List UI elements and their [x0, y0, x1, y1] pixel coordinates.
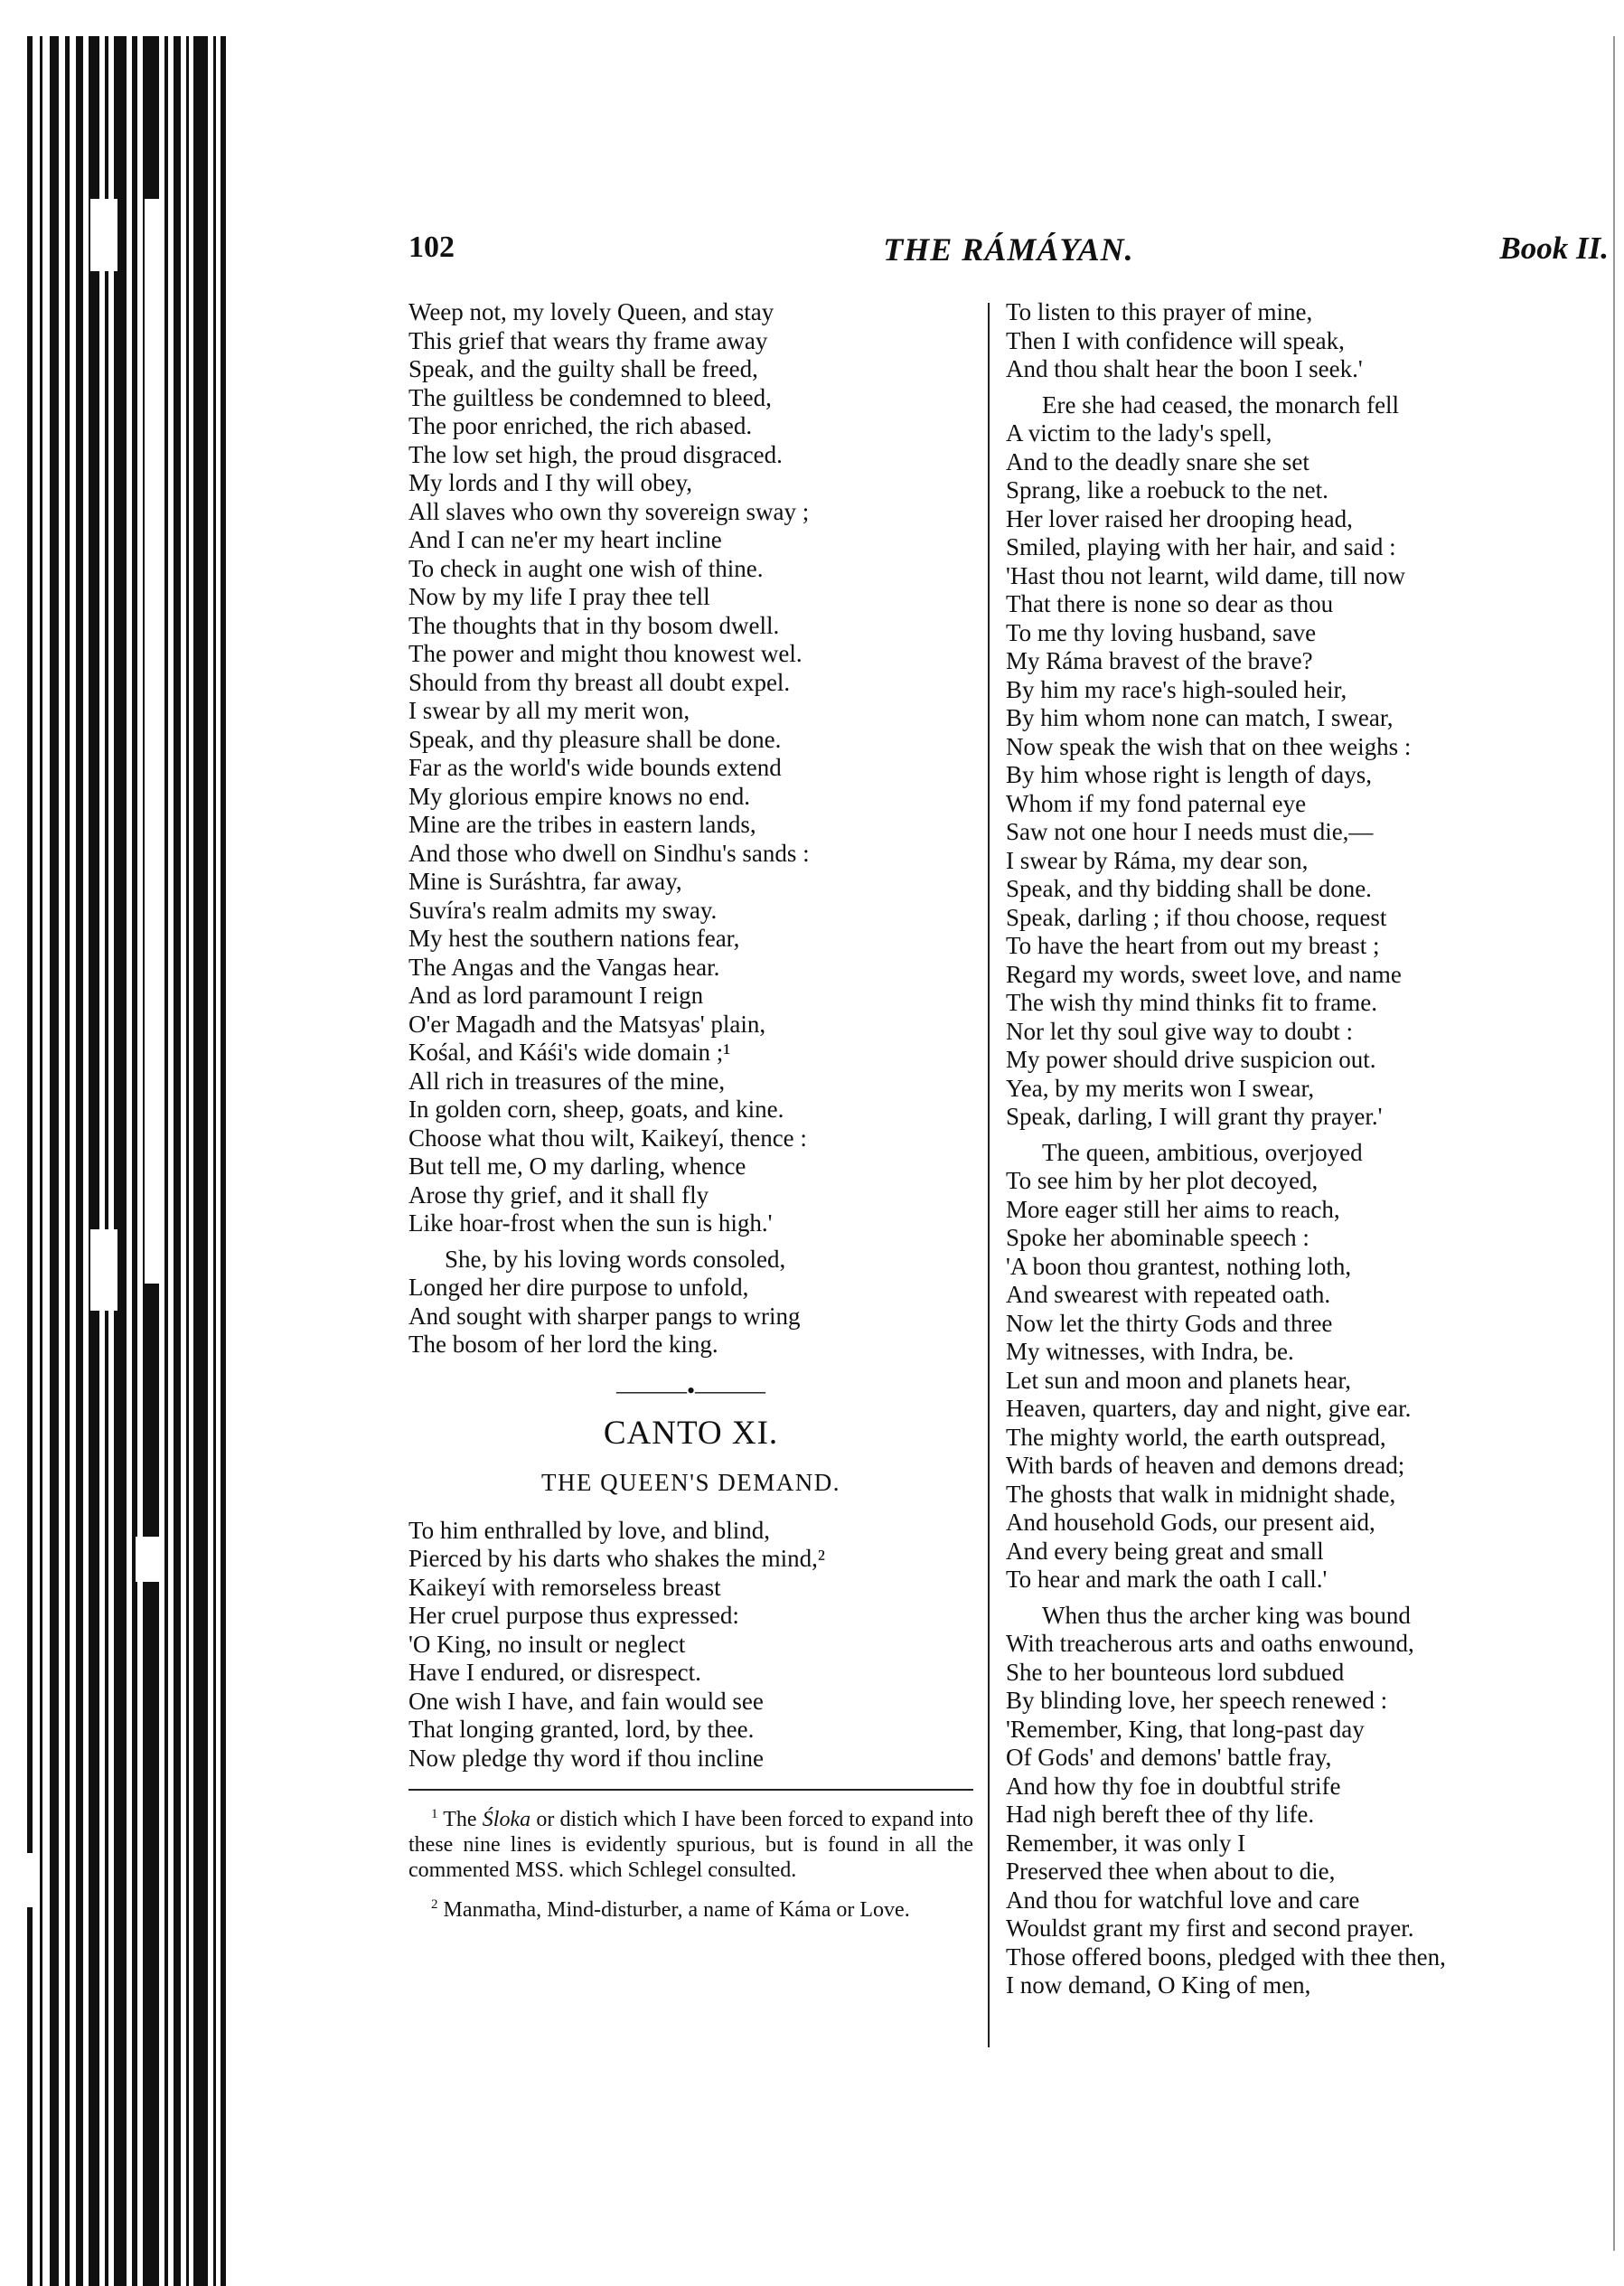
- verse-line: To have the heart from out my breast ;: [1006, 932, 1380, 959]
- verse-line: 'A boon thou grantest, nothing loth,: [1006, 1252, 1352, 1280]
- verse-line: Spoke her abominable speech :: [1006, 1224, 1310, 1251]
- verse-line: Had nigh bereft thee of thy life.: [1006, 1801, 1315, 1828]
- page-number: 102: [408, 230, 455, 264]
- book-label: Book II.: [1499, 230, 1609, 266]
- stanza: [1006, 1139, 1613, 1595]
- stanza: [1006, 298, 1613, 384]
- right-column: [1006, 298, 1613, 2008]
- verse-line: 'Remember, King, that long-past day: [1006, 1715, 1365, 1743]
- verse-line: Those offered boons, pledged with thee then,: [1006, 1943, 1446, 1971]
- verse-line: The wish thy mind thinks fit to frame.: [1006, 989, 1377, 1016]
- verse-line: When thus the archer king was bound: [1042, 1601, 1411, 1629]
- verse-line: Weep not, my lovely Queen, and stay: [408, 298, 774, 325]
- verse-line: Suvíra's realm admits my sway.: [408, 896, 718, 924]
- verse-line: The mighty world, the earth outspread,: [1006, 1423, 1386, 1451]
- verse-line: The Angas and the Vangas hear.: [408, 953, 720, 981]
- verse-line: Whom if my fond paternal eye: [1006, 789, 1307, 817]
- verse-line: And I can ne'er my heart incline: [408, 526, 722, 553]
- verse-line: Mine are the tribes in eastern lands,: [408, 811, 756, 838]
- verse-line: Now speak the wish that on thee weighs :: [1006, 732, 1412, 760]
- verse-line: The guiltless be condemned to bleed,: [408, 383, 772, 411]
- verse-line: To him enthralled by love, and blind,: [408, 1516, 771, 1544]
- verse-line: Now let the thirty Gods and three: [1006, 1309, 1333, 1337]
- verse-line: I swear by Ráma, my dear son,: [1006, 846, 1309, 874]
- canto-heading: CANTO XI.: [603, 1414, 779, 1452]
- verse-line: All rich in treasures of the mine,: [408, 1067, 726, 1095]
- verse-line: Saw not one hour I needs must die,—: [1006, 818, 1374, 845]
- verse-line: All slaves who own thy sovereign sway ;: [408, 497, 810, 525]
- stanza: [408, 1246, 973, 1359]
- verse-line: The power and might thou knowest wel.: [408, 640, 803, 667]
- verse-line: Now by my life I pray thee tell: [408, 583, 710, 610]
- verse-line: By him whom none can match, I swear,: [1006, 704, 1394, 731]
- verse-line: By him whose right is length of days,: [1006, 761, 1372, 788]
- verse-line: And every being great and small: [1006, 1537, 1324, 1565]
- running-header: [408, 230, 1609, 285]
- verse-line: One wish I have, and fain would see: [408, 1687, 764, 1715]
- verse-line: That there is none so dear as thou: [1006, 590, 1334, 617]
- verse-line: Kośal, and Káśi's wide domain ;¹: [408, 1039, 731, 1066]
- verse-line: By him my race's high-souled heir,: [1006, 675, 1347, 703]
- verse-line: Her lover raised her drooping head,: [1006, 504, 1353, 532]
- verse-line: Far as the world's wide bounds extend: [408, 754, 782, 781]
- verse-line: Preserved thee when about to die,: [1006, 1858, 1336, 1885]
- verse-line: Ere she had ceased, the monarch fell: [1042, 390, 1400, 419]
- footnotes: [408, 1802, 973, 1923]
- verse-line: And swearest with repeated oath.: [1006, 1281, 1331, 1308]
- verse-line: Then I with confidence will speak,: [1006, 326, 1345, 354]
- verse-line: And thou for watchful love and care: [1006, 1886, 1360, 1914]
- verse-line: And household Gods, our present aid,: [1006, 1509, 1375, 1536]
- column-divider: [988, 303, 990, 2047]
- section-ornament: ———•———: [615, 1377, 766, 1404]
- verse-line: The thoughts that in thy bosom dwell.: [408, 611, 780, 639]
- footnote-mark: 1: [431, 1807, 438, 1821]
- verse-line: She to her bounteous lord subdued: [1006, 1658, 1345, 1686]
- verse-line: To see him by her plot decoyed,: [1006, 1167, 1319, 1194]
- verse-line: Her cruel purpose thus expressed:: [408, 1602, 739, 1629]
- verse-line: Of Gods' and demons' battle fray,: [1006, 1744, 1332, 1771]
- verse-line: My Ráma bravest of the brave?: [1006, 647, 1313, 674]
- verse-line: Mine is Suráshtra, far away,: [408, 868, 682, 895]
- stanza: [1006, 391, 1613, 1132]
- verse-line: Wouldst grant my first and second prayer.: [1006, 1914, 1414, 1942]
- verse-line: With treacherous arts and oaths enwound,: [1006, 1630, 1414, 1657]
- footnote-text: or distich which I have been forced to expand into these nine lines is evidently spurious, but is found in all the commented MSS. which Schlegel consulted.: [408, 1808, 973, 1882]
- left-column: [408, 298, 973, 1932]
- verse-line: The low set high, the proud disgraced.: [408, 440, 783, 468]
- verse-line: With bards of heaven and demons dread;: [1006, 1452, 1405, 1479]
- footnote-emphasis: Śloka: [482, 1808, 531, 1831]
- verse-line: Like hoar-frost when the sun is high.': [408, 1209, 773, 1237]
- verse-line: My glorious empire knows no end.: [408, 782, 750, 810]
- verse-line: Pierced by his darts who shakes the mind,²: [408, 1545, 826, 1572]
- book-binding-edge: [0, 0, 244, 2286]
- verse-line: And as lord paramount I reign: [408, 982, 704, 1009]
- verse-line: And how thy foe in doubtful strife: [1006, 1772, 1341, 1800]
- verse-line: Have I endured, or disrespect.: [408, 1659, 701, 1686]
- footnote-text: Manmatha, Mind-disturber, a name of Káma or Love.: [437, 1898, 910, 1922]
- verse-line: More eager still her aims to reach,: [1006, 1195, 1340, 1223]
- page-edge-rule: [1613, 36, 1615, 2251]
- verse-line: By blinding love, her speech renewed :: [1006, 1687, 1388, 1714]
- verse-line: And thou shalt hear the boon I seek.': [1006, 355, 1363, 382]
- verse-line: Speak, and thy bidding shall be done.: [1006, 875, 1372, 902]
- verse-line: Sprang, like a roebuck to the net.: [1006, 476, 1328, 503]
- stanza: [408, 298, 973, 1238]
- verse-line: 'O King, no insult or neglect: [408, 1630, 686, 1658]
- verse-line: Speak, and thy pleasure shall be done.: [408, 725, 782, 753]
- footnote-rule: [408, 1789, 973, 1791]
- book-title: THE RÁMÁYAN.: [883, 231, 1134, 268]
- verse-line: Regard my words, sweet love, and name: [1006, 960, 1402, 988]
- verse-line: Yea, by my merits won I swear,: [1006, 1074, 1315, 1102]
- verse-line: A victim to the lady's spell,: [1006, 419, 1272, 447]
- verse-line: Longed her dire purpose to unfold,: [408, 1274, 749, 1301]
- verse-line: My lords and I thy will obey,: [408, 469, 692, 496]
- verse-line: But tell me, O my darling, whence: [408, 1152, 746, 1180]
- verse-line: O'er Magadh and the Matsyas' plain,: [408, 1010, 766, 1038]
- verse-line: To check in aught one wish of thine.: [408, 554, 764, 582]
- verse-line: Now pledge thy word if thou incline: [408, 1744, 764, 1772]
- verse-line: I now demand, O King of men,: [1006, 1971, 1311, 1999]
- verse-line: Heaven, quarters, day and night, give ear.: [1006, 1395, 1412, 1422]
- verse-line: Kaikeyí with remorseless breast: [408, 1573, 721, 1601]
- verse-line: Nor let thy soul give way to doubt :: [1006, 1017, 1353, 1045]
- verse-line: My hest the southern nations fear,: [408, 925, 740, 952]
- verse-line: Speak, darling ; if thou choose, request: [1006, 903, 1387, 931]
- verse-line: Speak, and the guilty shall be freed,: [408, 355, 758, 382]
- canto-verse: [408, 1517, 973, 1773]
- verse-line: That longing granted, lord, by thee.: [408, 1716, 755, 1743]
- verse-line: In golden corn, sheep, goats, and kine.: [408, 1096, 784, 1123]
- verse-line: And to the deadly snare she set: [1006, 447, 1310, 475]
- footnote-mark: 2: [431, 1897, 438, 1912]
- footnote: [408, 1802, 973, 1883]
- verse-line: 'Hast thou not learnt, wild dame, till now: [1006, 561, 1406, 589]
- verse-line: To hear and mark the oath I call.': [1006, 1566, 1328, 1593]
- verse-line: The bosom of her lord the king.: [408, 1331, 718, 1358]
- footnote-text: The: [437, 1808, 483, 1831]
- verse-line: The poor enriched, the rich abased.: [408, 412, 753, 439]
- verse-line: Smiled, playing with her hair, and said :: [1006, 533, 1396, 560]
- verse-line: And sought with sharper pangs to wring: [408, 1302, 801, 1330]
- verse-line: Choose what thou wilt, Kaikeyí, thence :: [408, 1124, 807, 1152]
- verse-line: The queen, ambitious, overjoyed: [1042, 1138, 1363, 1166]
- footnote: [408, 1892, 973, 1923]
- verse-line: I swear by all my merit won,: [408, 697, 690, 724]
- verse-line: To me thy loving husband, save: [1006, 618, 1317, 646]
- right-verse: [1006, 298, 1613, 2000]
- verse-line: And those who dwell on Sindhu's sands :: [408, 839, 810, 867]
- verse-line: Remember, it was only I: [1006, 1829, 1246, 1857]
- verse-line: My power should drive suspicion out.: [1006, 1046, 1376, 1073]
- canto-subtitle: THE QUEEN'S DEMAND.: [540, 1468, 841, 1496]
- verse-line: This grief that wears thy frame away: [408, 326, 768, 354]
- verse-line: She, by his loving words consoled,: [445, 1245, 786, 1273]
- verse-line: Let sun and moon and planets hear,: [1006, 1366, 1352, 1394]
- verse-line: My witnesses, with Indra, be.: [1006, 1338, 1294, 1365]
- left-verse: [408, 298, 973, 1359]
- verse-line: The ghosts that walk in midnight shade,: [1006, 1480, 1396, 1508]
- verse-line: Arose thy grief, and it shall fly: [408, 1181, 709, 1209]
- stanza: [1006, 1602, 1613, 2000]
- verse-line: To listen to this prayer of mine,: [1006, 298, 1313, 325]
- verse-line: Speak, darling, I will grant thy prayer.': [1006, 1103, 1383, 1130]
- verse-line: Should from thy breast all doubt expel.: [408, 668, 791, 696]
